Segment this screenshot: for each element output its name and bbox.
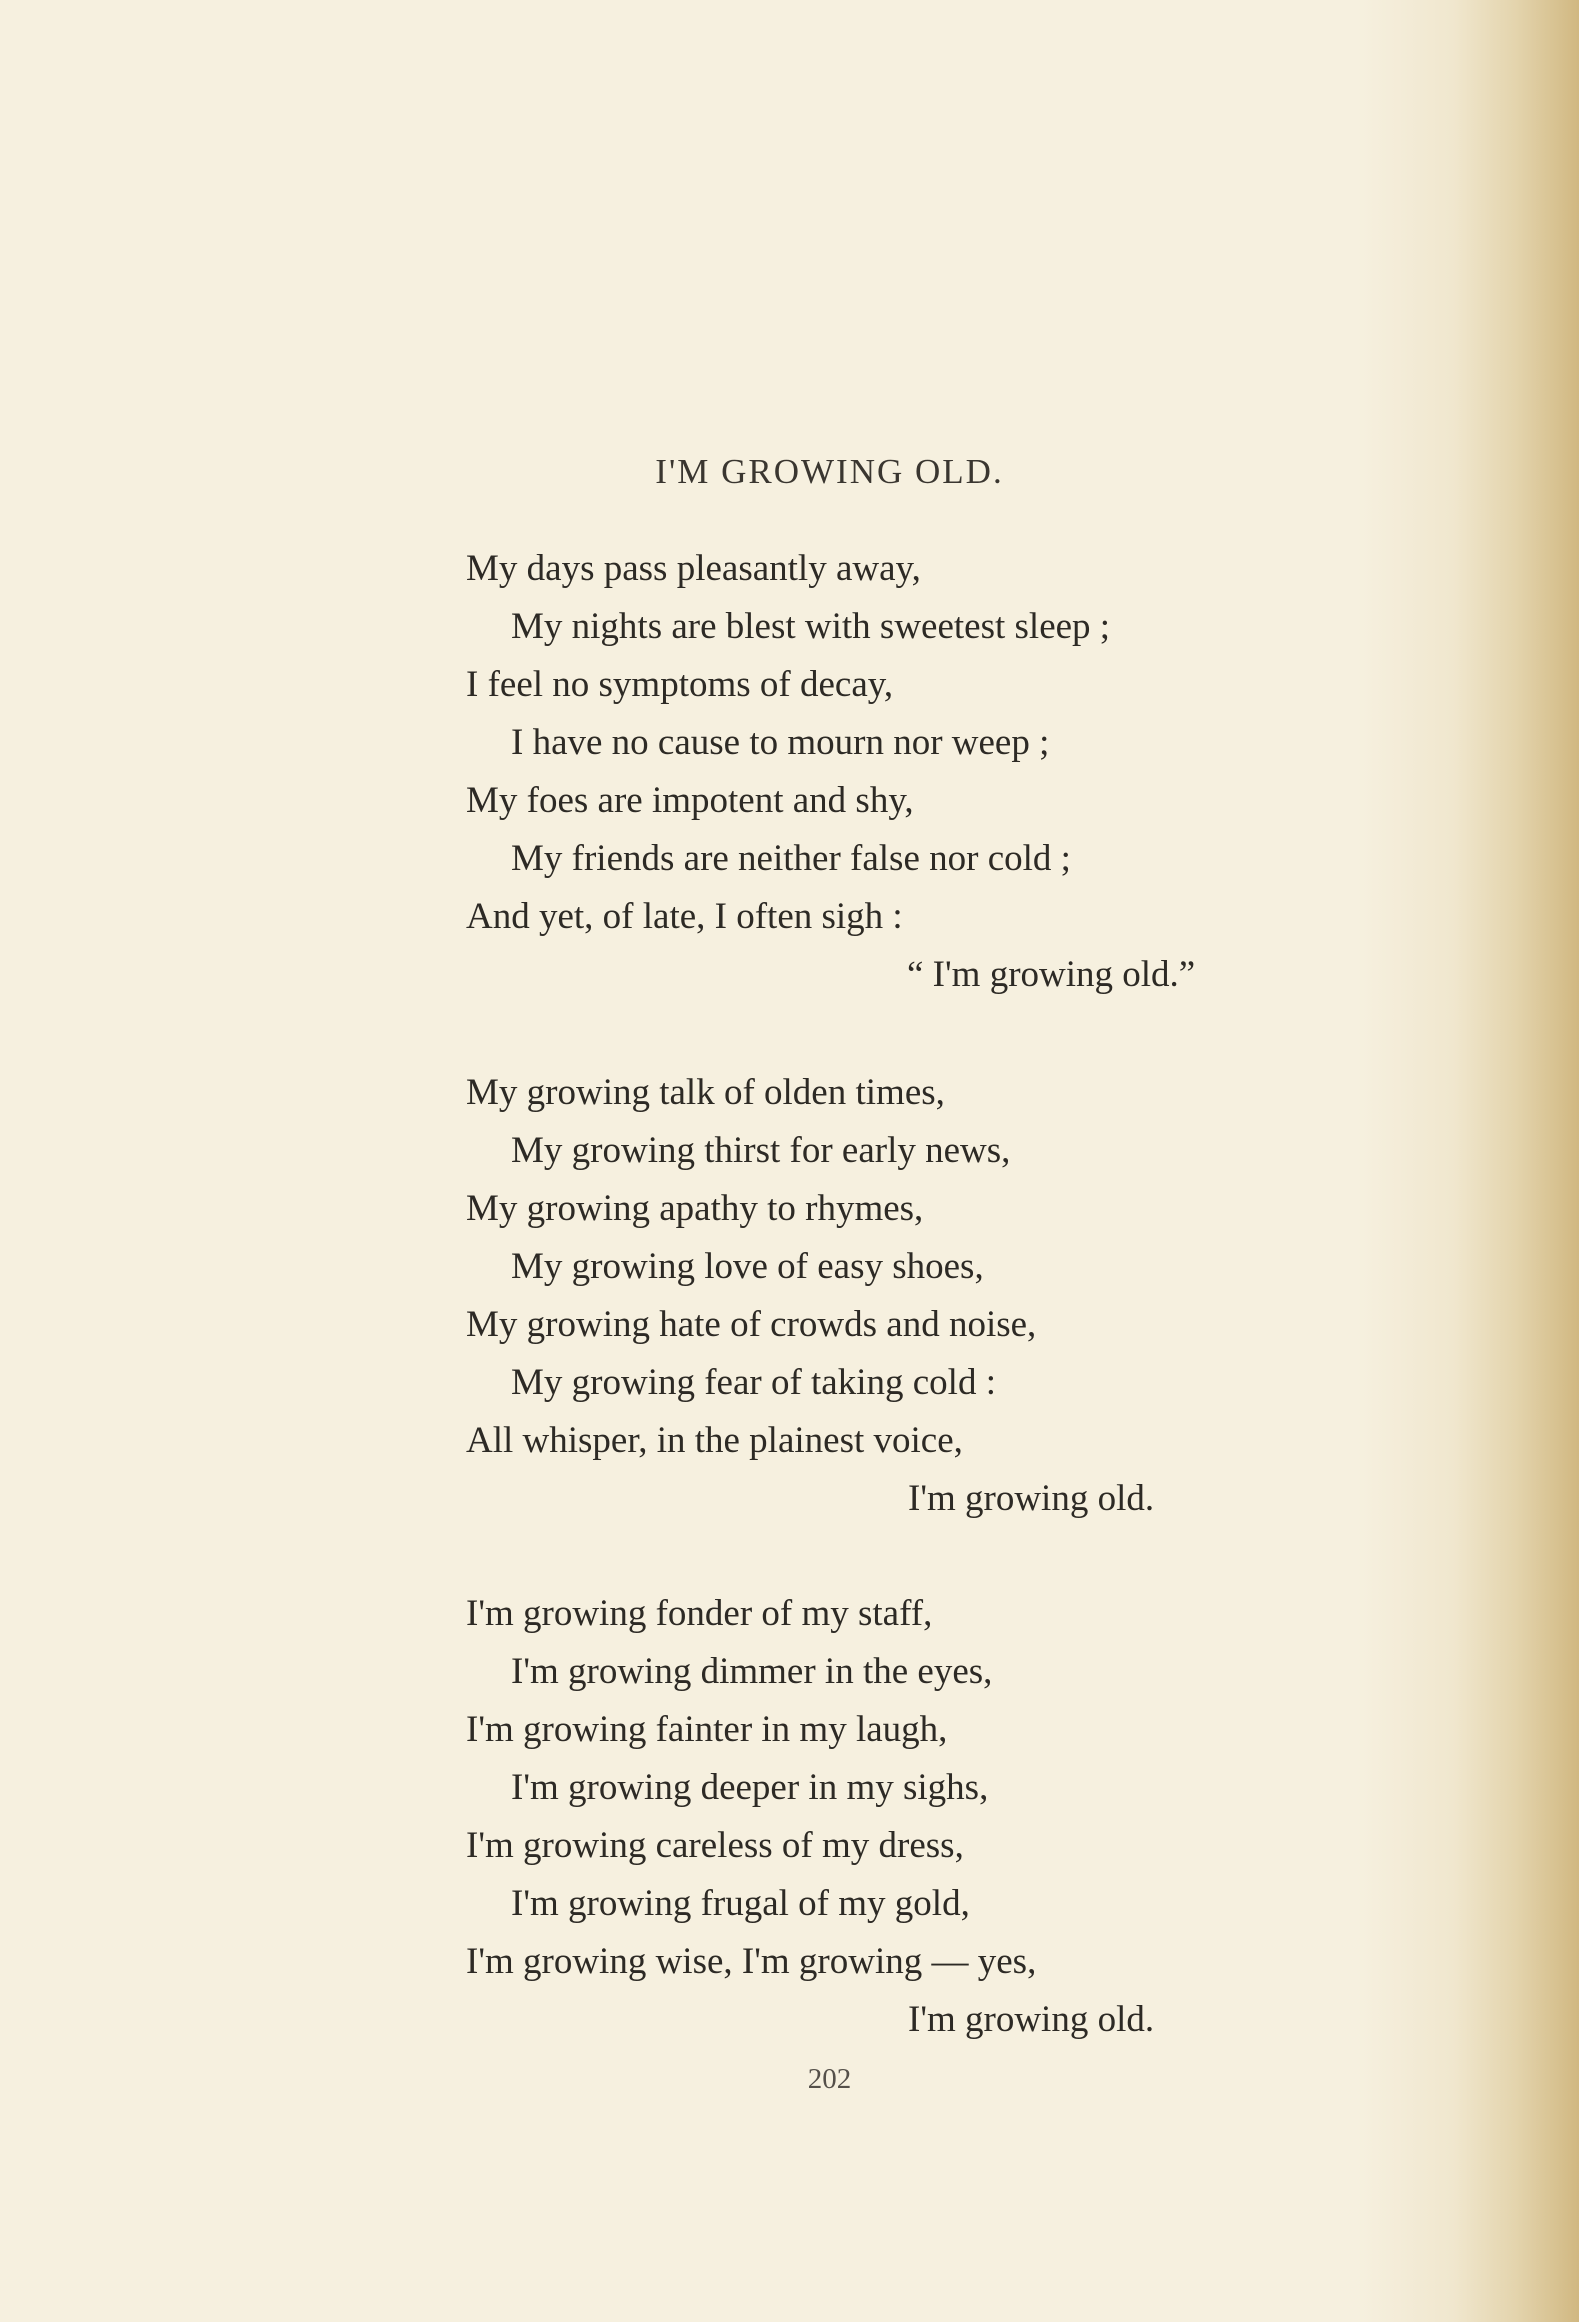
poem-line: My days pass pleasantly away, [466,548,921,589]
page-number: 202 [807,2063,852,2095]
poem-line: I'm growing dimmer in the eyes, [511,1651,993,1692]
poem-line: My growing fear of taking cold : [511,1362,996,1403]
poem-refrain: “ I'm growing old.” [907,954,1196,995]
poem-refrain: I'm growing old. [908,1999,1155,2040]
poem-line: I'm growing frugal of my gold, [511,1883,970,1924]
poem-line: And yet, of late, I often sigh : [466,896,903,937]
poem-line: My growing talk of olden times, [466,1072,945,1113]
poem-line: My friends are neither false nor cold ; [511,838,1071,879]
poem-line: My foes are impotent and shy, [466,780,914,821]
poem-line: I'm growing careless of my dress, [466,1825,964,1866]
poem-line: My growing thirst for early news, [511,1130,1011,1171]
poem-line: My growing apathy to rhymes, [466,1188,924,1229]
poem-line: My nights are blest with sweetest sleep ; [511,606,1111,647]
poem-line: I'm growing deeper in my sighs, [511,1767,989,1808]
poem-line: I have no cause to mourn nor weep ; [511,722,1050,763]
poem-line: All whisper, in the plainest voice, [466,1420,963,1461]
poem-refrain: I'm growing old. [908,1478,1155,1519]
poem-title: I'M GROWING OLD. [655,452,1004,491]
poem-line: My growing love of easy shoes, [511,1246,984,1287]
poem-line: I'm growing fonder of my staff, [466,1593,933,1634]
poem-line: I'm growing fainter in my laugh, [466,1709,948,1750]
poem-line: My growing hate of crowds and noise, [466,1304,1037,1345]
poem-line: I'm growing wise, I'm growing — yes, [466,1941,1037,1982]
poem-line: I feel no symptoms of decay, [466,664,894,705]
